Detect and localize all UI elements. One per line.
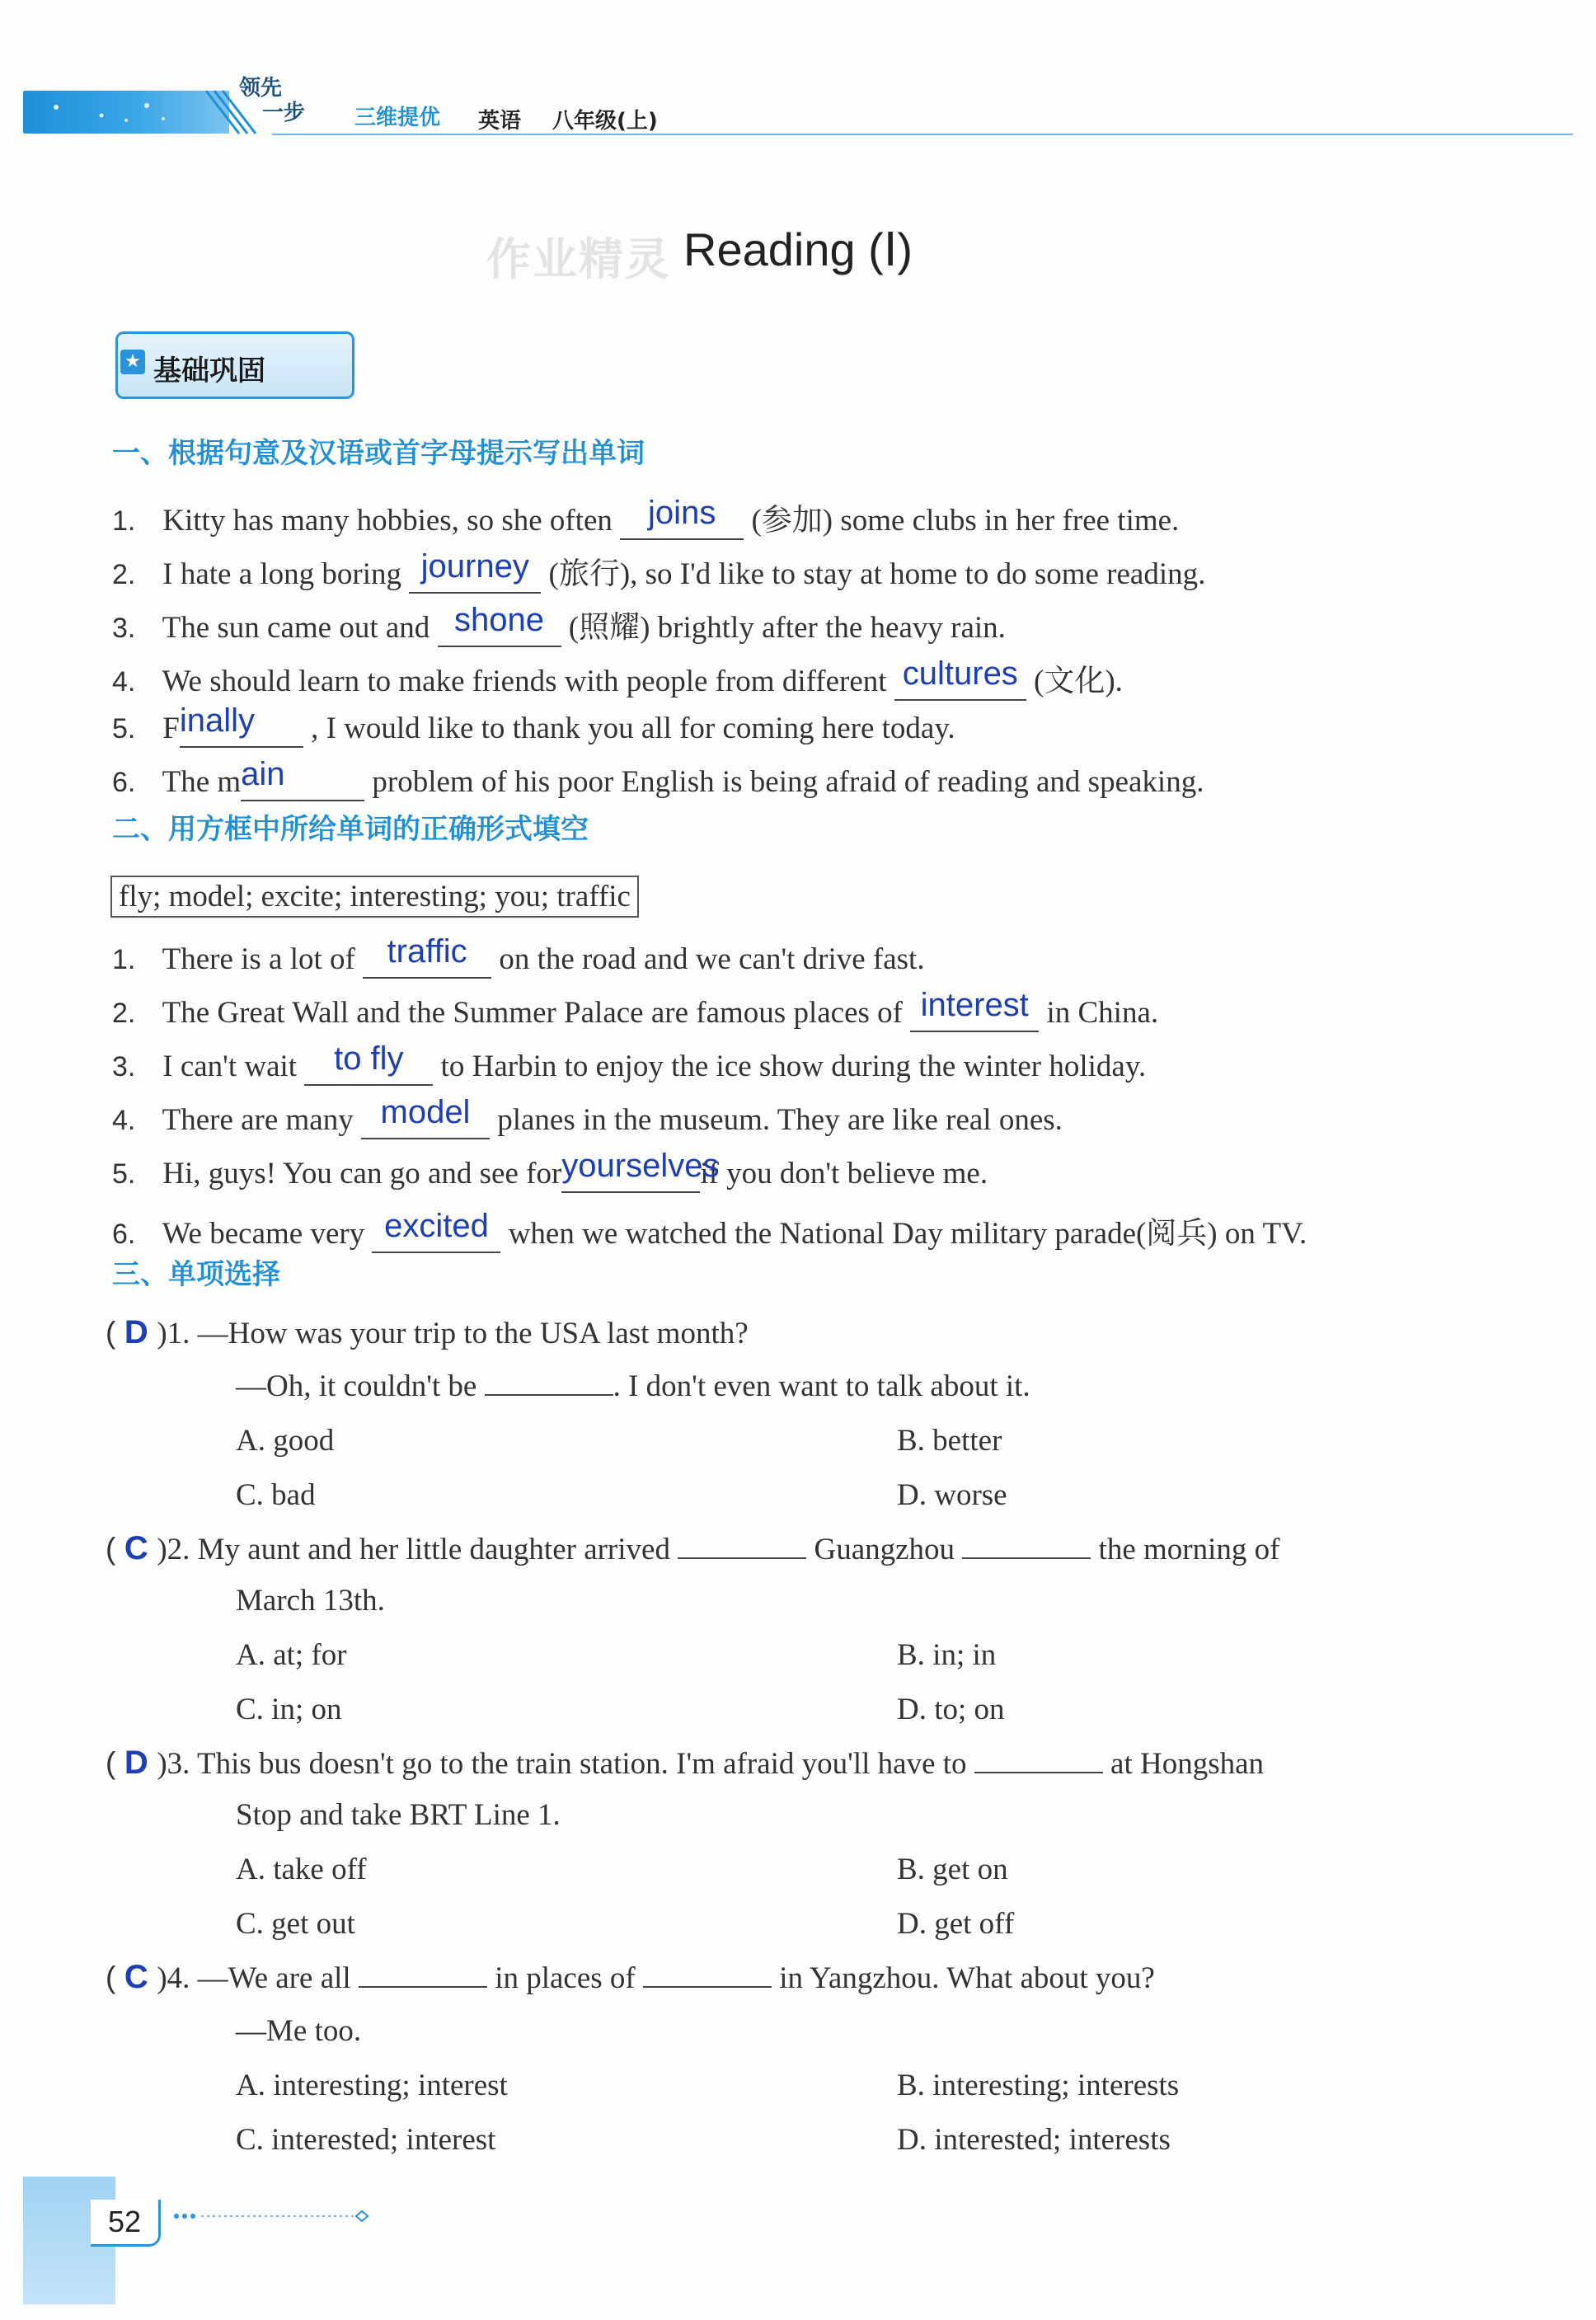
option-b[interactable]: B. in; in [897,1638,997,1672]
answer-text: interest [920,987,1029,1023]
item-text-after: (旅行), so I'd like to stay at home to do some reading. [548,557,1206,591]
logo-line2: 一步 [262,101,306,125]
answer-text: cultures [902,655,1018,692]
s1-item-6 [112,756,1204,801]
header-band [23,91,229,134]
item-text-before: The sun came out and [162,611,430,645]
item-text-before: The Great Wall and the Summer Palace are famous places of [162,996,903,1030]
mcq-3-line2: Stop and take BRT Line 1. [236,1798,561,1832]
mcq-line1: —How was your trip to the USA last month? [197,1317,749,1350]
watermark-text: 作业精灵 [486,233,671,285]
section3-heading: 三、单项选择 [112,1258,280,1291]
item-number: 2. [112,998,136,1029]
option-a[interactable]: A. at; for [236,1638,347,1672]
paren-open: ( [106,1316,116,1350]
answer-blank[interactable] [561,1148,720,1193]
section-badge [115,331,356,401]
answer-text: ain [241,756,285,792]
option-a[interactable]: A. take off [236,1853,367,1886]
mcq-1-line2 [236,1369,1030,1404]
answer-blank[interactable] [179,702,303,748]
item-text-before: We became very [162,1217,365,1251]
logo-line1: 领先 [239,76,283,101]
sparkle-icon [23,91,229,134]
mcq-blank[interactable] [643,1986,772,1988]
mcq-line2b: . I don't even want to talk about it. [613,1369,1030,1403]
section1-heading: 一、根据句意及汉语或首字母提示写出单词 [112,437,645,470]
answer-text: inally [179,702,255,739]
page-title: Reading (Ⅰ) [683,223,913,275]
mcq-line2a: —Oh, it couldn't be [236,1369,477,1403]
subject-name: 英语 [478,109,522,134]
item-number: 3. [112,613,136,644]
item-text-after: if you don't believe me. [700,1157,988,1191]
item-number: 6. [112,767,136,798]
option-d[interactable]: D. interested; interests [897,2123,1171,2157]
s1-item-1 [112,495,1179,540]
option-b[interactable]: B. get on [897,1853,1008,1886]
mcq-4 [106,1959,1155,1996]
answer-blank[interactable] [241,756,364,801]
mcq-line1a: This bus doesn't go to the train station. I'm afraid you'll have to [197,1747,967,1781]
item-number: 4. [112,666,136,697]
answer-blank[interactable] [372,1208,500,1253]
answer-blank[interactable] [363,933,491,979]
s2-item-1 [112,933,925,979]
paren-open: ( [106,1746,116,1780]
mcq-number: )3. [157,1747,190,1781]
option-b[interactable]: B. interesting; interests [897,2069,1180,2102]
item-text-after: when we watched the National Day military parade(阅兵) on TV. [508,1217,1307,1251]
mcq-1 [106,1314,749,1351]
s1-item-4 [112,655,1123,701]
mcq-answer[interactable]: D [124,1314,148,1350]
s1-item-3 [112,602,1006,647]
item-text-before: We should learn to make friends with people from different [162,665,887,698]
page-number: 52 [91,2200,161,2247]
answer-blank[interactable] [304,1040,433,1086]
mcq-answer[interactable]: C [124,1530,148,1566]
answer-text: excited [384,1208,489,1244]
item-text-before: There are many [162,1103,354,1137]
mcq-blank[interactable] [485,1394,613,1396]
s2-item-6 [112,1208,1307,1253]
answer-text: joins [648,495,716,531]
answer-text: shone [454,602,544,638]
s2-item-4 [112,1094,1063,1139]
mcq-line1c: in Yangzhou. What about you? [779,1961,1155,1995]
answer-text: traffic [387,933,467,970]
item-number: 4. [112,1105,136,1136]
mcq-line1c: the morning of [1098,1533,1280,1566]
mcq-answer[interactable]: C [124,1959,148,1995]
item-number: 6. [112,1219,136,1250]
mcq-blank[interactable] [962,1557,1091,1559]
option-a[interactable]: A. good [236,1424,335,1458]
grade-name: 八年级(上) [552,109,658,134]
item-text-before: There is a lot of [162,942,355,976]
item-text-after: (照耀) brightly after the heavy rain. [568,611,1006,645]
mcq-blank[interactable] [359,1986,487,1988]
option-a[interactable]: A. interesting; interest [236,2069,508,2102]
option-c[interactable]: C. bad [236,1478,316,1512]
star-icon: ★ [120,350,145,374]
mcq-2-line2: March 13th. [236,1584,385,1618]
s2-item-5 [112,1148,988,1193]
item-text-after: to Harbin to enjoy the ice show during the winter holiday. [440,1050,1147,1083]
paren-open: ( [106,1532,116,1566]
item-text-before: I hate a long boring [162,557,401,591]
answer-text: journey [420,548,529,585]
mcq-line1a: My aunt and her little daughter arrived [197,1533,670,1566]
mcq-blank[interactable] [678,1557,806,1559]
mcq-4-line2: —Me too. [236,2014,362,2048]
mcq-number: )2. [157,1533,190,1566]
item-text-before: F [162,711,180,745]
answer-blank[interactable] [910,987,1039,1032]
item-number: 5. [112,713,136,744]
mcq-3 [106,1745,1264,1782]
item-text-before: The m [162,765,242,799]
option-c[interactable]: C. interested; interest [236,2123,496,2157]
badge-label: 基础巩固 [153,355,265,387]
answer-blank[interactable] [620,495,744,540]
item-text-after: planes in the museum. They are like real ones. [497,1103,1063,1137]
item-text-after: (文化). [1034,665,1123,698]
item-number: 1. [112,505,136,537]
item-text-after: problem of his poor English is being afraid of reading and speaking. [372,765,1204,799]
mcq-number: )4. [157,1961,190,1995]
paren-open: ( [106,1961,116,1994]
answer-blank[interactable] [409,548,541,594]
item-text-after: in China. [1046,996,1159,1030]
option-d[interactable]: D. get off [897,1907,1015,1941]
mcq-line1b: in places of [495,1961,636,1995]
answer-blank[interactable] [894,655,1026,701]
item-text-after: , I would like to thank you all for coming here today. [311,711,955,745]
dotted-line-icon [171,2208,369,2224]
item-text-after: (参加) some clubs in her free time. [751,504,1180,538]
series-logo [239,76,305,125]
answer-text: to fly [334,1040,404,1077]
option-d[interactable]: D. worse [897,1478,1007,1512]
mcq-line1a: —We are all [197,1961,351,1995]
answer-text: yourselves [561,1148,720,1184]
item-number: 2. [112,559,136,590]
option-c[interactable]: C. get out [236,1907,355,1941]
section2-heading: 二、用方框中所给单词的正确形式填空 [112,813,589,846]
mcq-blank[interactable] [974,1772,1103,1773]
series-name: 三维提优 [354,106,441,130]
answer-blank[interactable] [361,1094,490,1139]
s2-item-3 [112,1040,1147,1086]
mcq-number: )1. [157,1317,190,1350]
item-text-before: Kitty has many hobbies, so she often [162,504,613,538]
s1-item-5 [112,702,955,748]
mcq-2 [106,1530,1279,1567]
option-b[interactable]: B. better [897,1424,1002,1458]
header-rule [272,134,1573,135]
item-number: 1. [112,944,136,975]
option-d[interactable]: D. to; on [897,1693,1005,1726]
item-text-before: Hi, guys! You can go and see for [162,1157,562,1191]
item-number: 3. [112,1051,136,1083]
mcq-line1b: Guangzhou [814,1533,955,1566]
word-box: fly; model; excite; interesting; you; traffic [110,876,639,918]
answer-text: model [380,1094,471,1130]
item-text-after: on the road and we can't drive fast. [499,942,925,976]
answer-blank[interactable] [438,602,561,647]
item-number: 5. [112,1158,136,1190]
s2-item-2 [112,987,1159,1032]
option-c[interactable]: C. in; on [236,1693,342,1726]
item-text-before: I can't wait [162,1050,298,1083]
mcq-line1b: at Hongshan [1110,1747,1265,1781]
mcq-answer[interactable]: D [124,1745,148,1781]
s1-item-2 [112,548,1205,594]
